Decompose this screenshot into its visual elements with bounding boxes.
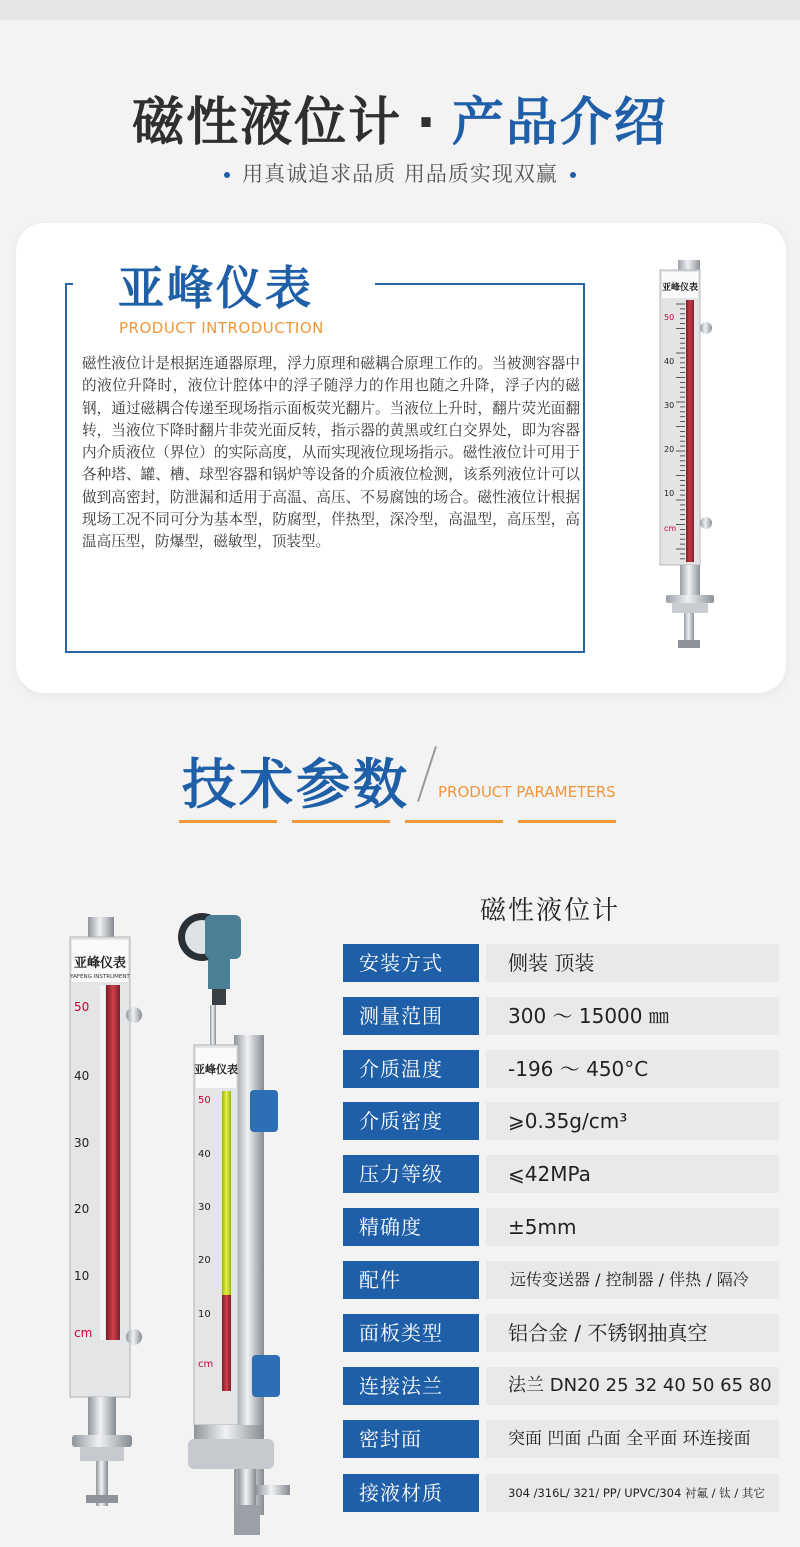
param-row [343, 1314, 779, 1352]
param-label: 连接法兰 [343, 1367, 479, 1405]
param-label: 介质密度 [343, 1102, 479, 1140]
param-label: 接液材质 [343, 1474, 479, 1512]
level-gauge-products-image [62, 905, 362, 1545]
page-subtitle [0, 158, 800, 188]
tech-underline [518, 820, 616, 823]
param-label: 安装方式 [343, 944, 479, 982]
param-value: 300 ～ 15000 ㎜ [486, 997, 779, 1035]
param-row [343, 1208, 779, 1246]
param-value: 侧装 顶装 [486, 944, 779, 982]
gauge-scale-label: 20 [74, 1202, 90, 1216]
param-value: 铝合金 / 不锈钢抽真空 [486, 1314, 779, 1352]
gauge-scale-label: 10 [74, 1269, 90, 1283]
gauge-scale-label: 50 [198, 1095, 211, 1106]
gauge-scale-label: 30 [198, 1202, 211, 1213]
page-subtitle-text: 用真诚追求品质 用品质实现双赢 [242, 162, 558, 186]
bullet-dot-icon [224, 172, 230, 178]
tech-title-divider [417, 746, 437, 802]
gauge-scale-label: 10 [664, 489, 675, 498]
param-label: 面板类型 [343, 1314, 479, 1352]
param-value: 远传变送器 / 控制器 / 伴热 / 隔冷 [486, 1261, 779, 1299]
gauge-scale-label: 50 [664, 313, 675, 322]
param-row [343, 1367, 779, 1405]
gauge-panel-title: 亚峰仪表 [73, 956, 127, 971]
gauge-scale-label: cm [198, 1359, 214, 1370]
param-row [343, 1420, 779, 1458]
tech-underline [405, 820, 503, 823]
gauge-scale-label: 20 [198, 1255, 211, 1266]
param-row [343, 944, 779, 982]
param-row [343, 1155, 779, 1193]
intro-text: 磁性液位计是根据连通器原理，浮力原理和磁耦合原理工作的。当被测容器中的液位升降时，液位计腔体中的浮子随浮力的作用也随之升降，浮子内的磁钢，通过磁耦合传递至现场指示面板荧光翻片。当液位上升时，翻片荧光面翻转，当液位下降时翻片非荧光面反转，指示器的黄黑或红白交界处，即为容器内介质液位（界位）的实际高度，从而实现液位现场指示。磁性液位计可用于各种塔、罐、槽、球型容器和锅炉等设备的介质液位检测，该系列液位计可以做到高密封，防泄漏和适用于高温、高压、不易腐蚀的场合。磁性液位计根据现场工况不同可分为基本型，防腐型，伴热型，深冷型，高温型，高压型，高温高压型，防爆型，磁敏型，顶装型。 [82, 355, 580, 551]
gauge-scale-label: 30 [664, 401, 675, 410]
param-row [343, 1102, 779, 1140]
gauge-scale-label: 40 [198, 1149, 211, 1160]
brand-title: 亚峰仪表 [118, 261, 314, 315]
gauge-scale-label: 40 [664, 357, 675, 366]
bullet-dot-icon [570, 172, 576, 178]
param-label: 测量范围 [343, 997, 479, 1035]
level-gauge-image [650, 258, 730, 658]
param-label: 配件 [343, 1261, 479, 1299]
gauge-scale-label: 10 [198, 1309, 211, 1320]
param-label: 介质温度 [343, 1050, 479, 1088]
param-value: 突面 凹面 凸面 全平面 环连接面 [486, 1420, 779, 1458]
param-row [343, 1474, 779, 1512]
tech-underline [292, 820, 390, 823]
gauge-scale-label: 50 [74, 1000, 90, 1014]
param-row [343, 1050, 779, 1088]
param-value: ±5mm [486, 1208, 779, 1246]
page-title [0, 80, 800, 155]
gauge-scale-label: 30 [74, 1136, 90, 1150]
param-label: 精确度 [343, 1208, 479, 1246]
param-value: 法兰 DN20 25 32 40 50 65 80 [486, 1367, 779, 1405]
tech-title: 技术参数 [182, 753, 410, 816]
brand-subtitle: PRODUCT INTRODUCTION [119, 319, 324, 337]
gauge-scale-label: 20 [664, 445, 675, 454]
param-value: ⩾0.35g/cm³ [486, 1102, 779, 1140]
gauge-scale-label: cm [664, 524, 677, 533]
gauge-scale-label: cm [74, 1326, 93, 1340]
gauge-panel-title: 亚峰仪表 [194, 1063, 238, 1076]
param-label: 密封面 [343, 1420, 479, 1458]
top-bar [0, 0, 800, 20]
page-title-left: 磁性液位计 [132, 93, 403, 153]
product-name: 磁性液位计 [480, 896, 621, 926]
param-value: -196 ～ 450°C [486, 1050, 779, 1088]
gauge-scale-label: 40 [74, 1069, 90, 1083]
param-row [343, 1261, 779, 1299]
param-label: 压力等级 [343, 1155, 479, 1193]
tech-subtitle: PRODUCT PARAMETERS [438, 783, 616, 801]
param-value: ⩽42MPa [486, 1155, 779, 1193]
param-row [343, 997, 779, 1035]
tech-underline [179, 820, 277, 823]
page-title-dot: · [416, 93, 438, 153]
gauge-panel-title: 亚峰仪表 [661, 283, 699, 293]
param-value: 304 /316L/ 321/ PP/ UPVC/304 衬氟 / 钛 / 其它 [486, 1474, 779, 1512]
page-title-right: 产品介绍 [451, 93, 668, 153]
gauge-panel-subtitle: YAFENG INSTRUMENT [70, 974, 130, 980]
